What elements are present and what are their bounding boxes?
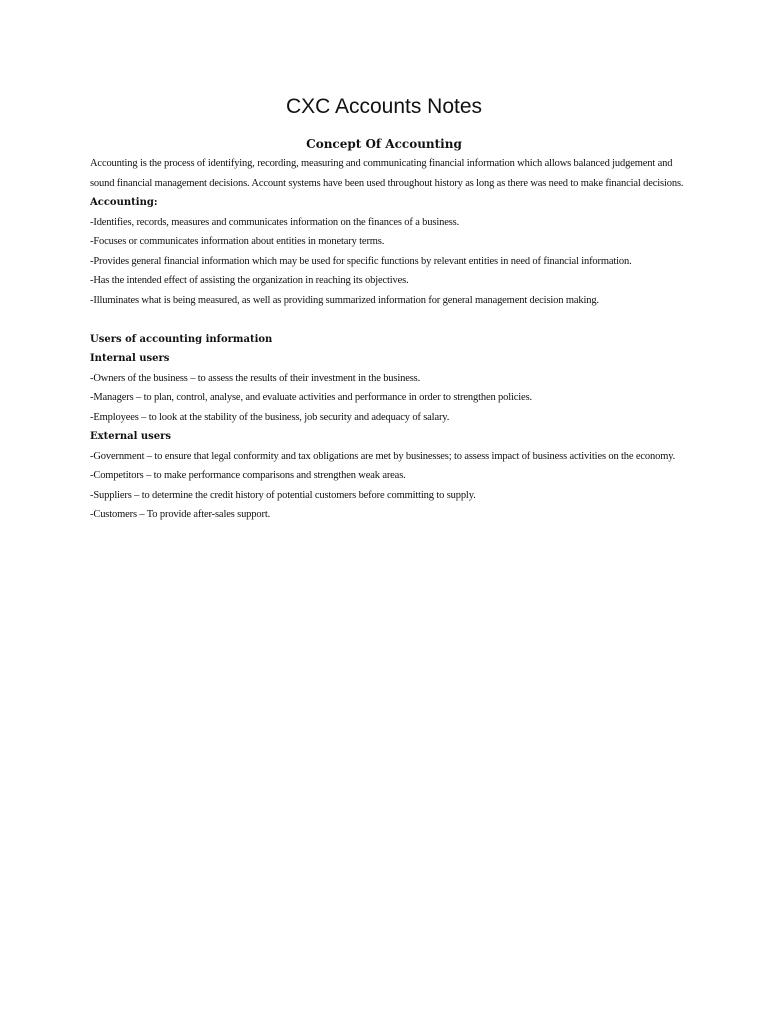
accounting-point: -Identifies, records, measures and communicates information on the finances of a business. [90, 216, 460, 228]
internal-user-point: -Employees – to look at the stability of the business, job security and adequacy of salary. [90, 411, 450, 423]
external-users-heading: External users [90, 431, 172, 442]
accounting-point: -Focuses or communicates information about entities in monetary terms. [90, 236, 385, 247]
intro-paragraph: Accounting is the process of identifying, recording, measuring and communicating financial information which allows balanced judgement and sound financial management decisions. Account systems have been used throughout history as long as there was need to make financial decisions. [90, 158, 684, 189]
accounting-point: -Provides general financial information which may be used for specific functions by relevant entities in need of financial information. [90, 255, 632, 267]
internal-user-point: -Managers – to plan, control, analyse, and evaluate activities and performance in order to strengthen policies. [90, 392, 532, 403]
external-user-point: -Suppliers – to determine the credit history of potential customers before committing to supply. [90, 489, 476, 501]
external-user-point: -Competitors – to make performance comparisons and strengthen weak areas. [90, 470, 406, 481]
section-title: Concept Of Accounting [306, 137, 462, 151]
external-user-point: -Customers – To provide after-sales support. [90, 509, 271, 520]
internal-user-point: -Owners of the business – to assess the results of their investment in the business. [90, 372, 421, 384]
accounting-heading: Accounting: [90, 197, 158, 208]
page-title: CXC Accounts Notes [285, 95, 483, 118]
document-body [90, 154, 688, 525]
paragraph-gap [90, 310, 688, 330]
accounting-point: -Illuminates what is being measured, as well as providing summarized information for general management decision making. [90, 294, 599, 306]
external-user-point: -Government – to ensure that legal conformity and tax obligations are met by businesses; to assess impact of business activities on the economy. [90, 450, 676, 462]
users-heading: Users of accounting information [90, 333, 273, 345]
internal-users-heading: Internal users [90, 353, 170, 364]
accounting-point: -Has the intended effect of assisting the organization in reaching its objectives. [90, 275, 409, 286]
